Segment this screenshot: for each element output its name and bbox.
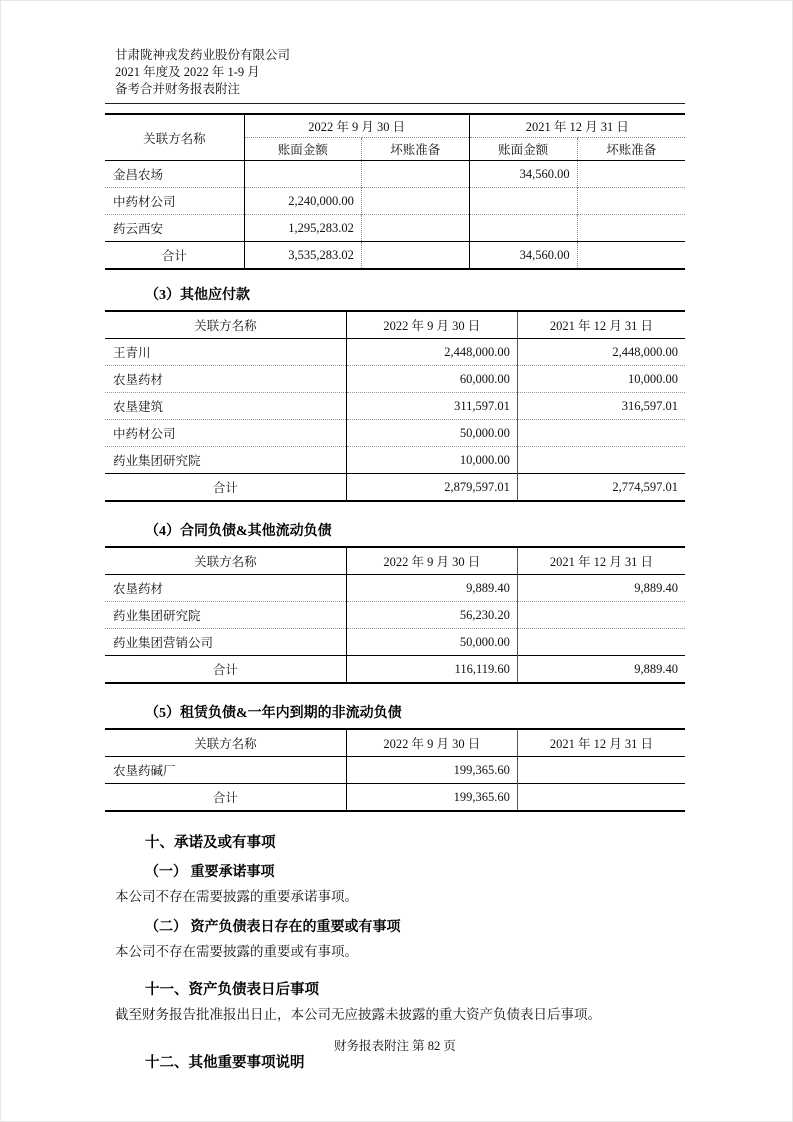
cell-value: 2,448,000.00 <box>346 339 517 366</box>
cell-total-label: 合计 <box>105 656 346 684</box>
cell-value <box>469 215 577 242</box>
cell-value <box>577 242 685 270</box>
cell-party-name: 农垦药材 <box>113 582 164 596</box>
table-other-payables <box>105 310 685 502</box>
cell-value <box>577 188 685 215</box>
table-total-row <box>105 242 685 270</box>
table-row <box>105 215 685 242</box>
column-header-book-amount: 账面金额 <box>244 138 361 161</box>
column-group-2021: 2021 年 12 月 31 日 <box>469 114 685 138</box>
cell-party-name: 药业集团研究院 <box>105 447 346 474</box>
cell-value: 311,597.01 <box>346 393 517 420</box>
cell-total-label: 合计 <box>105 784 346 812</box>
column-group-2022: 2022 年 9 月 30 日 <box>244 114 469 138</box>
cell-party-name: 农垦药材 <box>105 366 346 393</box>
cell-value: 9,889.40 <box>517 575 685 602</box>
cell-total-label: 合计 <box>105 474 346 502</box>
cell-value <box>361 215 469 242</box>
cell-value: 2,240,000.00 <box>244 188 361 215</box>
subsection-heading-contingencies: （二） 资产负债表日存在的重要或有事项 <box>145 920 401 935</box>
table-row <box>105 602 685 629</box>
cell-value: 50,000.00 <box>346 629 517 656</box>
cell-party-name: 中药材公司 <box>105 188 244 215</box>
cell-total-label: 合计 <box>105 242 244 270</box>
cell-value: 10,000.00 <box>517 366 685 393</box>
cell-value: 199,365.60 <box>346 784 517 812</box>
table-contract-liabilities <box>105 546 685 684</box>
cell-value <box>517 757 685 784</box>
cell-value <box>517 420 685 447</box>
cell-value <box>577 215 685 242</box>
header-rule <box>105 103 685 104</box>
cell-value: 34,560.00 <box>469 161 577 188</box>
paragraph-post-balance-events: 截至财务报告批准报出日止，本公司无应披露未披露的重大资产负债表日后事项。 <box>115 1007 601 1022</box>
cell-value: 56,230.20 <box>346 602 517 629</box>
cell-value: 60,000.00 <box>346 366 517 393</box>
cell-value <box>517 447 685 474</box>
column-header-2021: 2021 年 12 月 31 日 <box>517 311 685 339</box>
cell-value: 116,119.60 <box>346 656 517 684</box>
column-header-2022: 2022 年 9 月 30 日 <box>346 311 517 339</box>
column-header-bad-debt: 坏账准备 <box>577 138 685 161</box>
table-header-row <box>105 114 685 138</box>
cell-value <box>361 188 469 215</box>
cell-value <box>577 161 685 188</box>
column-header-related-party: 关联方名称 <box>105 311 346 339</box>
cell-value <box>517 784 685 812</box>
report-title: 备考合并财务报表附注 <box>115 82 241 96</box>
table-row <box>105 575 685 602</box>
table-row <box>105 757 685 784</box>
cell-value: 199,365.60 <box>346 757 517 784</box>
column-header-related-party: 关联方名称 <box>105 729 346 757</box>
column-header-related-party: 关联方名称 <box>105 547 346 575</box>
table-related-party-balances <box>105 113 685 270</box>
table-row <box>105 339 685 366</box>
cell-party-name: 农垦建筑 <box>105 393 346 420</box>
table-row <box>105 188 685 215</box>
report-period: 2021 年度及 2022 年 1-9 月 <box>115 65 260 79</box>
cell-value: 9,889.40 <box>517 656 685 684</box>
column-header-book-amount: 账面金额 <box>469 138 577 161</box>
cell-value: 50,000.00 <box>346 420 517 447</box>
column-header-2022: 2022 年 9 月 30 日 <box>346 729 517 757</box>
section-heading-contract-liabilities: （4）合同负债&其他流动负债 <box>145 524 332 539</box>
cell-party-name: 药业集团营销公司 <box>105 629 346 656</box>
cell-value: 34,560.00 <box>469 242 577 270</box>
cell-value: 3,535,283.02 <box>244 242 361 270</box>
table-total-row <box>105 656 685 684</box>
cell-value: 1,295,283.02 <box>244 215 361 242</box>
table-row <box>105 629 685 656</box>
table-header-row <box>105 729 685 757</box>
cell-value <box>361 242 469 270</box>
table-row <box>105 447 685 474</box>
cell-party-name: 药业集团研究院 <box>105 602 346 629</box>
cell-value: 10,000.00 <box>346 447 517 474</box>
cell-party-name: 农垦药碱厂 <box>113 764 176 778</box>
table-row <box>105 393 685 420</box>
cell-value: 316,597.01 <box>517 393 685 420</box>
table-row <box>105 366 685 393</box>
cell-value <box>361 161 469 188</box>
document-header <box>115 47 685 98</box>
column-header-related-party: 关联方名称 <box>105 114 244 161</box>
column-header-2021: 2021 年 12 月 31 日 <box>517 547 685 575</box>
cell-value <box>244 161 361 188</box>
section-heading-other-important-matters: 十二、其他重要事项说明 <box>145 1055 305 1071</box>
table-row <box>105 161 685 188</box>
page-content <box>105 47 685 1073</box>
table-row <box>105 420 685 447</box>
company-name: 甘肃陇神戎发药业股份有限公司 <box>115 48 291 62</box>
cell-value <box>469 188 577 215</box>
cell-value: 9,889.40 <box>346 575 517 602</box>
cell-value: 2,774,597.01 <box>517 474 685 502</box>
section-heading-other-payables: （3）其他应付款 <box>145 288 250 303</box>
subsection-heading-important-commitments: （一） 重要承诺事项 <box>145 865 275 880</box>
cell-value: 2,879,597.01 <box>346 474 517 502</box>
section-heading-post-balance-events: 十一、资产负债表日后事项 <box>145 982 319 998</box>
cell-party-name: 中药材公司 <box>105 420 346 447</box>
table-total-row <box>105 784 685 812</box>
cell-value: 2,448,000.00 <box>517 339 685 366</box>
cell-party-name: 药云西安 <box>105 215 244 242</box>
table-lease-liabilities <box>105 728 685 812</box>
paragraph-commitments: 本公司不存在需要披露的重要承诺事项。 <box>115 889 358 904</box>
column-header-2021: 2021 年 12 月 31 日 <box>517 729 685 757</box>
table-header-row <box>105 547 685 575</box>
paragraph-contingencies: 本公司不存在需要披露的重要或有事项。 <box>115 944 358 959</box>
column-header-bad-debt: 坏账准备 <box>361 138 469 161</box>
cell-value <box>517 602 685 629</box>
cell-party-name: 王青川 <box>113 346 151 360</box>
cell-value <box>517 629 685 656</box>
table-header-row <box>105 311 685 339</box>
page-footer: 财务报表附注 第 82 页 <box>334 1039 456 1053</box>
section-heading-commitments: 十、承诺及或有事项 <box>145 835 276 851</box>
table-total-row <box>105 474 685 502</box>
column-header-2022: 2022 年 9 月 30 日 <box>346 547 517 575</box>
cell-party-name: 金昌农场 <box>113 168 164 182</box>
section-heading-lease-liabilities: （5）租赁负债&一年内到期的非流动负债 <box>145 706 402 721</box>
